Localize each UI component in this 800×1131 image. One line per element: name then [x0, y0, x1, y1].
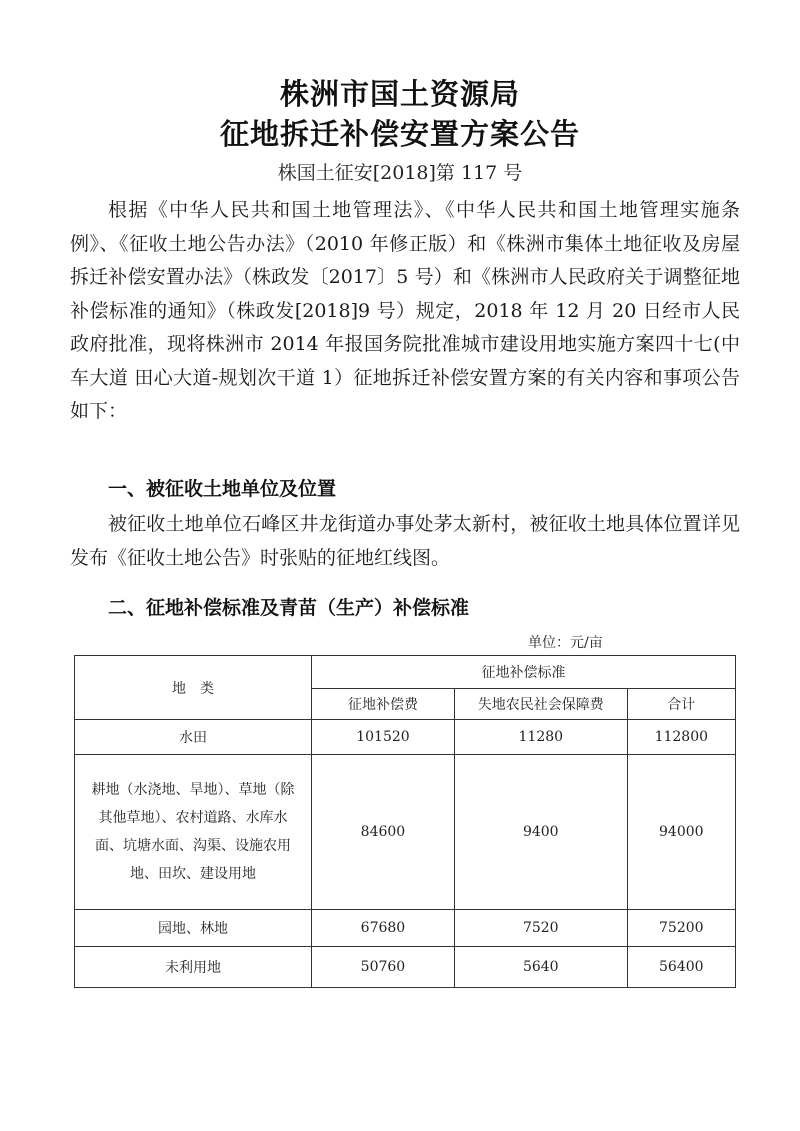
cell-land-type-line: 地、田坎、建设用地 [129, 866, 256, 882]
cell-total: 112800 [627, 720, 735, 755]
document-title-line2: 征地拆迁补偿安置方案公告 [219, 117, 580, 151]
table-unit-label: 单位：元/亩 [528, 635, 603, 651]
table-row [75, 910, 736, 947]
cell-land-type [75, 755, 312, 910]
intro-paragraph: 根据《中华人民共和国土地管理法》、《中华人民共和国土地管理实施条例》、《征收土地公告办法》（2010 年修正版）和《株洲市集体土地征收及房屋拆迁补偿安置办法》（株政发〔2017〕5 号）和《株洲市人民政府关于调整征地补偿标准的通知》（株政发[2018]9 号）规定，2018 年 12 月 20 日经市人民政府批准，现将株洲市 2014 年报国务院批准城市建设用地实施方案四十七(中车大道 田心大道-规划次干道 1）征地拆迁补偿安置方案的有关内容和事项公告如下： [70, 199, 740, 422]
header-fee: 征地补偿费 [311, 689, 454, 720]
compensation-table [74, 655, 736, 988]
cell-land-type-line: 耕地（水浇地、旱地）、草地（除 [91, 782, 295, 798]
table-row [75, 720, 736, 755]
header-total: 合计 [627, 689, 735, 720]
document-title-line1: 株洲市国土资源局 [279, 77, 520, 111]
cell-total: 94000 [627, 755, 735, 910]
table-header-row [75, 656, 736, 689]
cell-total: 56400 [627, 947, 735, 988]
cell-land-type-line: 面、坑塘水面、沟渠、设施农用 [94, 838, 291, 854]
section1-body: 被征收土地单位石峰区井龙街道办事处茅太新村，被征收土地具体位置详见发布《征收土地公告》时张贴的征地红线图。 [70, 513, 740, 569]
cell-fee: 101520 [311, 720, 454, 755]
cell-fee: 50760 [311, 947, 454, 988]
cell-security: 5640 [454, 947, 627, 988]
cell-land-type: 园地、林地 [75, 910, 312, 947]
table-row [75, 947, 736, 988]
document-number: 株国土征安[2018]第 117 号 [277, 162, 523, 184]
section1-heading: 一、被征收土地单位及位置 [108, 478, 337, 500]
header-compensation-group: 征地补偿标准 [311, 656, 735, 689]
cell-fee: 84600 [311, 755, 454, 910]
header-land-type: 地 类 [75, 656, 312, 720]
cell-security: 11280 [454, 720, 627, 755]
table-row [75, 755, 736, 910]
cell-fee: 67680 [311, 910, 454, 947]
cell-land-type: 水田 [75, 720, 312, 755]
header-security: 失地农民社会保障费 [454, 689, 627, 720]
cell-land-type: 未利用地 [75, 947, 312, 988]
section2-heading: 二、征地补偿标准及青苗（生产）补偿标准 [108, 597, 470, 619]
cell-security: 9400 [454, 755, 627, 910]
cell-total: 75200 [627, 910, 735, 947]
cell-land-type-line: 其他草地）、农村道路、水库水 [98, 810, 288, 826]
cell-security: 7520 [454, 910, 627, 947]
